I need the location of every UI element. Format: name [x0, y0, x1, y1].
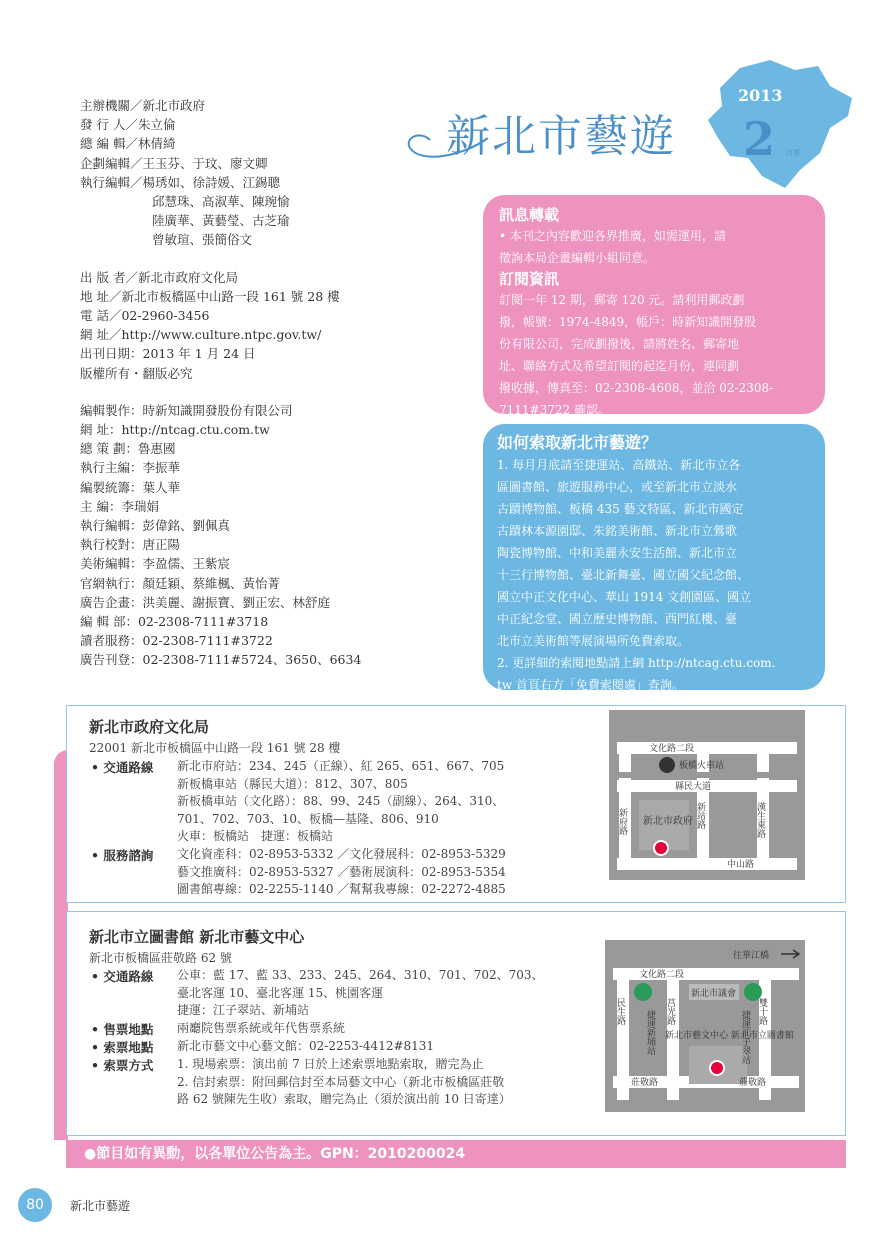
credit-label: 企劃編輯／ — [80, 155, 143, 171]
text-line: 火車：板橋站 捷運：板橋站 — [177, 829, 334, 843]
credit-value: 02-2960-3456 — [121, 308, 210, 324]
credit-row — [80, 612, 480, 631]
text-line: 撥收據，傳真至：02-2308-4608，並洽 02-2308- — [499, 381, 774, 395]
how-to-get-box — [483, 424, 825, 690]
text-line: 徵詢本局企畫編輯小組同意。 — [499, 251, 656, 265]
credit-value: 02-2308-7111#3722 — [142, 633, 273, 649]
map-road-top: 文化路二段 — [639, 970, 685, 980]
credit-row — [80, 287, 480, 306]
map-road-center: 新站路 — [695, 802, 705, 829]
credit-row — [80, 478, 480, 497]
text-line: 2. 信封索票：附回郵信封至本局藝文中心（新北市板橋區莊敬 — [177, 1074, 505, 1089]
credit-label: 地 址／ — [80, 288, 122, 304]
credit-row — [80, 535, 480, 554]
credit-value: 魯惠國 — [137, 441, 176, 457]
credit-label: 編輯製作： — [80, 402, 143, 418]
service-label: • 服務諮詢 — [91, 848, 154, 863]
text-line: 藝文推廣科：02-8953-5327 ／藝術展演科：02-8953-5354 — [177, 864, 506, 879]
notice-bar: ●節目如有異動，以各單位公告為主。GPN：2010200024 — [66, 1140, 846, 1168]
map-road-left: 民生路 — [615, 998, 625, 1025]
text-line: 陶瓷博物館、中和美麗永安生活館、新北市立 — [497, 546, 738, 560]
credit-label: 總 編 輯／ — [80, 136, 138, 152]
credit-row — [80, 439, 480, 458]
map-mrt-left: 捷運新埔站 — [645, 1010, 655, 1055]
credit-value: 02-2308-7111#3718 — [137, 614, 269, 630]
text-line: 1. 每月月底請至捷運站、高鐵站、新北市立各 — [497, 458, 741, 472]
credit-value: 時新知識開發股份有限公司 — [142, 402, 293, 418]
credit-row — [80, 650, 480, 669]
how-to-get-text — [497, 454, 811, 696]
free-place-text: 新北市藝文中心藝文館：02-2253-4412#8131 — [177, 1039, 435, 1053]
text-line: 陸廣華、黃藝瑩、古芝瑜 — [152, 213, 290, 229]
credit-value: 02-2308-7111#5724、3650、6634 — [142, 652, 362, 668]
credit-label: 電 話／ — [80, 308, 122, 324]
credit-value: 顏廷穎、蔡維楓、黃怡菁 — [142, 575, 281, 591]
credit-label: 廣告企畫： — [80, 594, 143, 610]
text-line: 新北市府站：234、245（正線）、紅 265、651、667、705 — [177, 759, 505, 773]
credit-row — [80, 344, 480, 363]
credit-value: 新北市政府文化局 — [137, 269, 238, 285]
map-road-bottom: 中山路 — [727, 860, 755, 870]
text-line: 十三行博物館、臺北新舞臺、國立國父紀念館、 — [497, 568, 750, 582]
credit-label: 執行主編： — [80, 460, 143, 476]
text-line: 國立中正文化中心、華山 1914 文創園區、國立 — [497, 590, 752, 604]
method-text — [177, 1056, 511, 1109]
credit-row — [80, 593, 480, 612]
credit-label: 編 輯 部： — [80, 614, 138, 630]
text-line: 7111#3722 確認。 — [499, 403, 610, 417]
text-line: tw 首頁右方「免費索閱處」查詢。 — [497, 678, 684, 692]
text-line: 路 62 號陳先生收）索取，贈完為止（須於演出前 10 日寄達） — [177, 1092, 511, 1106]
reprint-heading: 訊息轉載 — [499, 206, 560, 224]
venue-address: 22001 新北市板橋區中山路一段 161 號 28 樓 — [89, 741, 341, 755]
new-taipei-map-icon — [700, 58, 860, 198]
text-line: 2. 更詳細的索閱地點請上網 http://ntcag.ctu.com. — [497, 656, 776, 670]
map-road-right: 雙十路 — [757, 998, 767, 1025]
credit-row — [80, 325, 480, 344]
credit-value: 楊琇如、徐詩媛、江錫聰 — [142, 174, 281, 190]
issue-year: 2013 — [738, 86, 783, 105]
text-line: 701、702、703、10、板橋—基隆、806、910 — [177, 811, 439, 826]
credit-label: 總 策 劃： — [80, 441, 138, 457]
transport-text — [177, 967, 544, 1020]
map-station: 板橋火車站 — [679, 761, 725, 771]
credit-label: 編製統籌： — [80, 479, 143, 495]
venue-title: 新北市立圖書館 新北市藝文中心 — [89, 928, 305, 946]
credit-value: 林倩綺 — [137, 136, 176, 152]
credit-value: http://ntcag.ctu.com.tw — [121, 422, 270, 438]
text-line: 1. 現場索票：演出前 7 日於上述索票地點索取，贈完為止 — [177, 1057, 484, 1071]
credit-row — [80, 96, 480, 115]
how-to-get-heading: 如何索取新北市藝遊？ — [497, 433, 658, 452]
text-line: 公車：藍 17、藍 33、233、245、264、310、701、702、703、 — [177, 968, 544, 982]
map-road-left2: 莒光路 — [665, 998, 675, 1025]
credit-value: 2013 年 1 月 24 日 — [142, 346, 256, 362]
credit-label: 讀者服務： — [80, 633, 143, 649]
map-road-mid: 縣民大道 — [675, 782, 712, 792]
credit-value: 葉人華 — [142, 479, 181, 495]
map-road-left: 新府路 — [617, 808, 627, 835]
map-road-bottom-left: 莊敬路 — [631, 1078, 659, 1088]
credit-value: 王玉芬、于玟、廖文卿 — [142, 155, 268, 171]
credit-value: 朱立倫 — [137, 117, 176, 133]
text-line: 中正紀念堂、國立歷史博物館、西門紅樓、臺 — [497, 612, 738, 626]
credit-label: 執行校對： — [80, 537, 143, 553]
text-line: 撥，帳號：1974-4849，帳戶：時新知識開發股 — [499, 315, 757, 329]
venue-address: 新北市板橋區莊敬路 62 號 — [89, 951, 232, 965]
culture-bureau-map — [609, 710, 805, 880]
credit-value: http://www.culture.ntpc.gov.tw/ — [121, 327, 322, 343]
map-road-right: 漢生東路 — [755, 802, 765, 838]
text-line: 邱慧珠、高淑華、陳琬愉 — [152, 194, 290, 210]
text-line: 古蹟林本源園邸、朱銘美術館、新北市立鶯歌 — [497, 524, 738, 538]
credit-value: 新北市板橋區中山路一段 161 號 28 樓 — [121, 288, 340, 304]
credit-value: 洪美麗、謝振寶、劉正宏、林舒庭 — [142, 594, 331, 610]
credit-value: 唐正陽 — [142, 537, 181, 553]
credit-value: 彭偉銘、劉佩真 — [142, 518, 231, 534]
map-road-bottom-right: 莊敬路 — [739, 1078, 767, 1088]
reprint-text — [499, 225, 809, 269]
text-line: 古蹟博物館、板橋 435 藝文特區、新北市國定 — [497, 502, 744, 516]
ticket-place-text: 兩廳院售票系統或年代售票系統 — [177, 1021, 346, 1035]
page-number: 80 — [18, 1188, 52, 1222]
issue-month-label: 月號 — [786, 149, 800, 157]
venue-culture-bureau — [66, 705, 846, 903]
credit-label: 主辦機關／ — [80, 98, 143, 113]
credit-label: 出 版 者／ — [80, 269, 138, 285]
subscription-heading: 訂閱資訊 — [499, 270, 560, 288]
map-building: 新北市政府 — [643, 816, 693, 827]
free-place-label: • 索票地點 — [91, 1040, 154, 1055]
credit-row — [80, 516, 480, 535]
text-line: 份有限公司，完成劃撥後，請將姓名、郵寄地 — [499, 337, 740, 351]
issue-month: 2 — [743, 112, 776, 166]
credit-label: 網 址／ — [80, 327, 122, 343]
credit-row — [80, 268, 480, 287]
library-map — [605, 940, 805, 1112]
credit-value: 李振華 — [142, 460, 181, 476]
credit-label: 執行編輯： — [80, 518, 143, 534]
text-line: 訂閱一年 12 期，郵寄 120 元。請利用郵政劃 — [499, 293, 745, 307]
credit-row — [80, 554, 480, 573]
subscription-text — [499, 289, 809, 421]
magazine-title: 新北市藝遊 — [446, 111, 676, 162]
text-line: 址、聯絡方式及希望訂閱的起迄月份，連同劃 — [499, 359, 740, 373]
credit-row — [80, 364, 480, 383]
credit-label: 出刊日期： — [80, 346, 143, 362]
credit-label: 美術編輯： — [80, 556, 143, 572]
credit-label: 官網執行： — [80, 575, 143, 591]
credit-row — [80, 420, 480, 439]
map-council: 新北市議會 — [691, 989, 737, 999]
text-line: • 本刊之內容歡迎各界推廣，如需運用，請 — [499, 229, 726, 243]
transport-text — [177, 758, 504, 846]
credit-value: 新北市政府 — [142, 98, 206, 113]
text-line: 北市立美術館等展演場所免費索取。 — [497, 634, 690, 648]
service-text — [177, 846, 506, 899]
map-mrt-right: 捷運江子翠站 — [740, 1010, 750, 1064]
venue-title: 新北市政府文化局 — [89, 718, 210, 736]
map-building: 新北市藝文中心 新北市立圖書館 — [665, 1031, 794, 1041]
venue-library-arts-center — [66, 911, 846, 1136]
credit-label: 網 址： — [80, 422, 122, 438]
text-line: 新板橋車站（縣民大道）：812、307、805 — [177, 776, 408, 791]
credit-label: 廣告刊登： — [80, 652, 143, 668]
credit-value: 翻版必究 — [142, 365, 193, 381]
credit-row — [80, 631, 480, 650]
credit-label: 主 編： — [80, 498, 122, 514]
credit-row — [80, 306, 480, 325]
text-line: 新板橋車站（文化路）：88、99、245（副線）、264、310、 — [177, 794, 505, 808]
credit-row — [80, 458, 480, 477]
credit-value: 李盈儒、王紫宸 — [142, 556, 231, 572]
credit-value: 李瑞娟 — [121, 498, 159, 514]
map-direction: 往華江橋 — [733, 951, 770, 961]
credits-column — [80, 96, 480, 670]
text-line: 文化資產科：02-8953-5332 ／文化發展科：02-8953-5329 — [177, 847, 506, 861]
transport-label: • 交通路線 — [91, 760, 154, 775]
text-line: 捷運：江子翠站、新埔站 — [177, 1003, 310, 1017]
transport-label: • 交通路線 — [91, 969, 154, 984]
credit-row — [80, 173, 480, 192]
text-line: 圖書館專線：02-2255-1140 ／幫幫我專線：02-2272-4885 — [177, 882, 506, 896]
credit-label: 執行編輯／ — [80, 174, 143, 190]
map-road-top: 文化路二段 — [649, 744, 695, 754]
credit-row — [80, 574, 480, 593]
footer-title: 新北市藝遊 — [70, 1199, 131, 1213]
credit-label: 版權所有・ — [80, 365, 143, 381]
text-line: 區圖書館、旅遊服務中心，或至新北市立淡水 — [497, 480, 738, 494]
credit-label: 發 行 人／ — [80, 117, 138, 133]
text-line: 臺北客運 10、臺北客運 15、桃園客運 — [177, 985, 384, 1000]
credit-row — [80, 401, 480, 420]
text-line: 曾敏瑄、張簡俗文 — [152, 232, 253, 248]
method-label: • 索票方式 — [91, 1058, 154, 1073]
ticket-place-label: • 售票地點 — [91, 1022, 154, 1037]
reprint-subscription-box — [483, 195, 825, 417]
credit-row — [80, 497, 480, 516]
